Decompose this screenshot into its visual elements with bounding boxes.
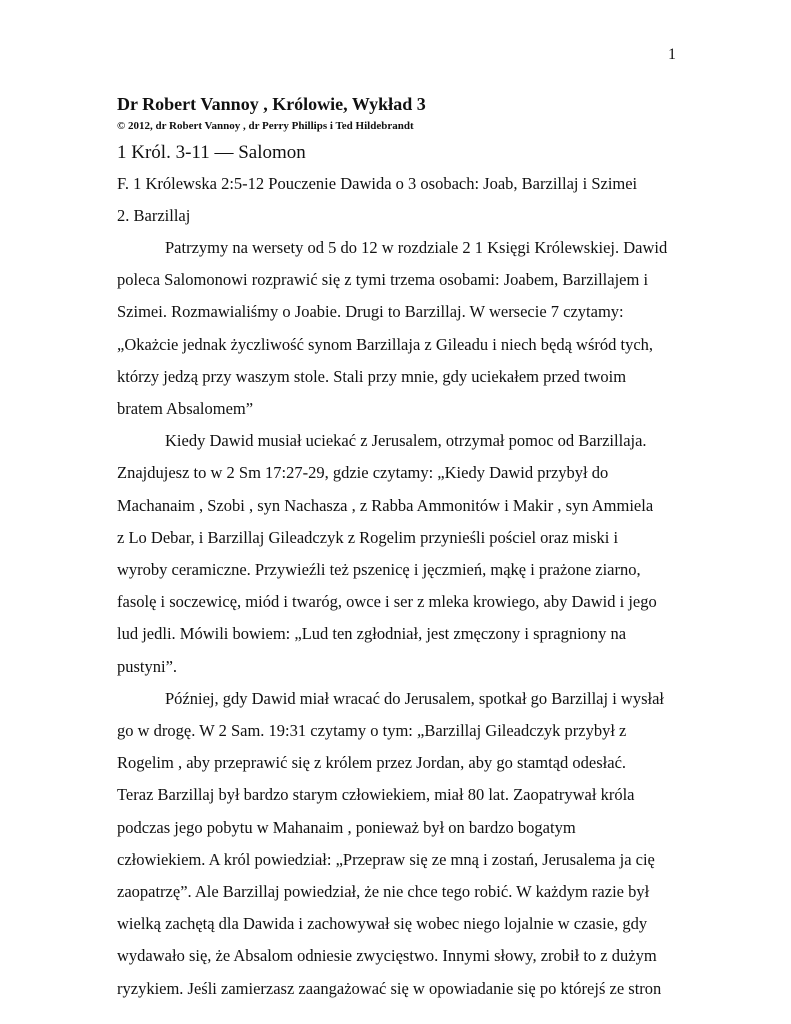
body-paragraph [117,232,677,425]
text-line: Szimei. Rozmawialiśmy o Joabie. Drugi to Barzillaj. W wersecie 7 czytamy: [117,302,624,322]
paragraphs [117,232,677,1005]
text-line: Teraz Barzillaj był bardzo starym człowiekiem, miał 80 lat. Zaopatrywał króla [117,785,635,805]
text-line: ryzykiem. Jeśli zamierzasz zaangażować się w opowiadanie się po którejś ze stron [117,978,662,998]
text-line: „Okażcie jednak życzliwość synom Barzillaja z Gileadu i niech będą wśród tych, [117,334,654,354]
body-paragraph [117,683,677,1005]
text-line: bratem Absalomem” [117,399,254,419]
document-title: Dr Robert Vannoy , Królowie, Wykład 3 [117,94,426,114]
text-line: wielką zachętą dla Dawida i zachowywał się wobec niego lojalnie w czasie, gdy [117,914,648,934]
text-line: podczas jego pobytu w Mahanaim , ponieważ był on bardzo bogatym [117,817,576,837]
text-line: fasolę i soczewicę, miód i twaróg, owce i ser z mleka krowiego, aby Dawid i jego [117,592,657,612]
text-line: Znajdujesz to w 2 Sm 17:27-29, gdzie czytamy: „Kiedy Dawid przybył do [117,463,609,483]
lecture-heading: 1 Król. 3-11 — Salomon [117,142,306,163]
text-line: którzy jedzą przy waszym stole. Stali przy mnie, gdy uciekałem przed twoim [117,366,627,386]
text-line: lud jedli. Mówili bowiem: „Lud ten zgłodniał, jest zmęczony i spragniony na [117,624,627,644]
text-line: z Lo Debar, i Barzillaj Gileadczyk z Rogelim przynieśli pościel oraz miski i [117,527,619,547]
text-line: człowiekiem. A król powiedział: „Przepraw się ze mną i zostań, Jerusalema ja cię [117,849,655,869]
text-line: go w drogę. W 2 Sam. 19:31 czytamy o tym: „Barzillaj Gileadczyk przybył z [117,721,627,741]
section-heading: F. 1 Królewska 2:5-12 Pouczenie Dawida o 3 osobach: Joab, Barzillaj i Szimei [117,174,638,193]
text-line: Rogelim , aby przeprawić się z królem przez Jordan, aby go stamtąd odesłać. [117,753,627,773]
text-line: Kiedy Dawid musiał uciekać z Jerusalem, otrzymał pomoc od Barzillaja. [165,431,647,451]
text-line: Patrzymy na wersety od 5 do 12 w rozdziale 2 1 Księgi Królewskiej. Dawid [165,238,668,257]
text-line: Później, gdy Dawid miał wracać do Jerusalem, spotkał go Barzillaj i wysłał [165,688,664,708]
document-body [117,92,677,1005]
page-number: 1 [668,46,676,63]
text-line: wydawało się, że Absalom odniesie zwycięstwo. Innymi słowy, zrobił to z dużym [117,946,657,966]
text-line: poleca Salomonowi rozprawić się z tymi trzema osobami: Joabem, Barzillajem i [117,270,649,290]
text-line: zaopatrzę”. Ale Barzillaj powiedział, że nie chce tego robić. W każdym razie był [117,882,650,902]
subsection-heading: 2. Barzillaj [117,206,191,225]
text-line: wyroby ceramiczne. Przywieźli też pszenicę i jęczmień, mąkę i prażone ziarno, [117,560,641,580]
text-line: Machanaim , Szobi , syn Nachasza , z Rabba Ammonitów i Makir , syn Ammiela [117,495,654,515]
text-line: pustyni”. [117,656,178,676]
body-paragraph [117,425,677,683]
copyright-notice: © 2012, dr Robert Vannoy , dr Perry Phillips i Ted Hildebrandt [117,120,414,132]
